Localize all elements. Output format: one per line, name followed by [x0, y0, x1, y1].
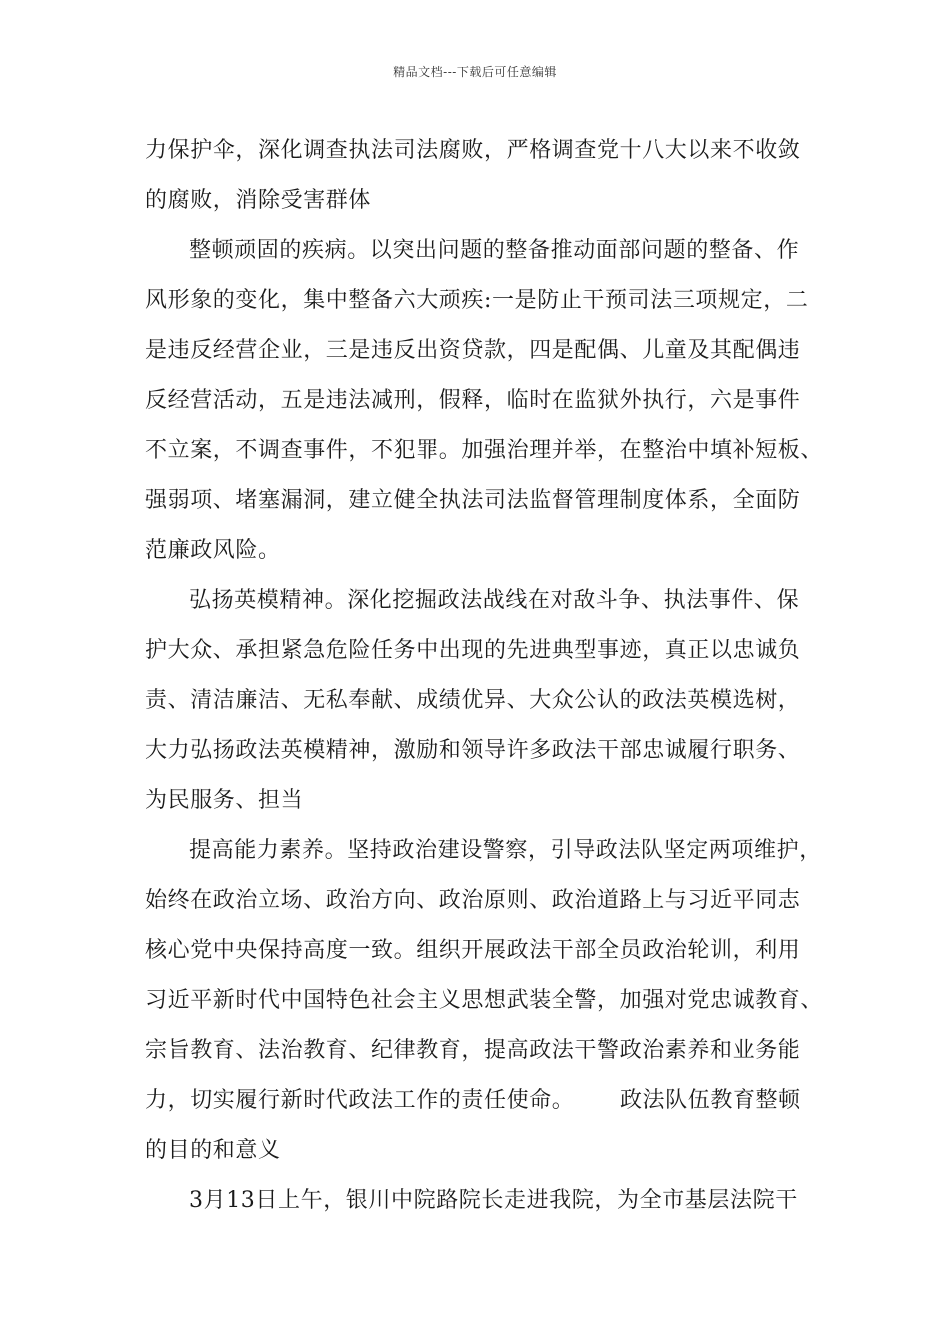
paragraph-line: 风形象的变化，集中整备六大顽疾:一是防止干预司法三项规定，二: [145, 288, 809, 313]
paragraph-line: 力，切实履行新时代政法工作的责任使命。 政法队伍教育整顿: [145, 1088, 801, 1113]
paragraph-line: 始终在政治立场、政治方向、政治原则、政治道路上与习近平同志: [145, 888, 801, 913]
paragraph-line: 宗旨教育、法治教育、纪律教育，提高政法干警政治素养和业务能: [145, 1038, 801, 1063]
paragraph-line: 整顿顽固的疾病。以突出问题的整备推动面部问题的整备、作: [189, 238, 800, 263]
paragraph-line: 是违反经营企业，三是违反出资贷款，四是配偶、儿童及其配偶违: [145, 338, 801, 363]
paragraph-line: 习近平新时代中国特色社会主义思想武装全警，加强对党忠诚教育、: [145, 988, 824, 1013]
paragraph-line: 反经营活动，五是违法减刑，假释，临时在监狱外执行，六是事件: [145, 388, 801, 413]
paragraph-line: 责、清洁廉洁、无私奉献、成绩优异、大众公认的政法英模选树，: [145, 688, 801, 713]
paragraph-line: 范廉政风险。: [145, 538, 281, 563]
paragraph-line: 护大众、承担紧急危险任务中出现的先进典型事迹，真正以忠诚负: [145, 638, 801, 663]
paragraph-line: 3月13日上午，银川中院路院长走进我院，为全市基层法院干: [189, 1188, 798, 1213]
paragraph-line: 为民服务、担当: [145, 788, 304, 813]
paragraph-line: 的腐败，消除受害群体: [145, 188, 372, 213]
paragraph-line: 的目的和意义: [145, 1138, 281, 1163]
paragraph-line: 强弱项、堵塞漏洞，建立健全执法司法监督管理制度体系，全面防: [145, 488, 801, 513]
paragraph-line: 弘扬英模精神。深化挖掘政法战线在对敌斗争、执法事件、保: [189, 588, 800, 613]
paragraph-line: 核心党中央保持高度一致。组织开展政法干部全员政治轮训，利用: [145, 938, 801, 963]
paragraph-line: 力保护伞，深化调查执法司法腐败，严格调查党十八大以来不收敛: [145, 138, 801, 163]
paragraph-line: 大力弘扬政法英模精神，激励和领导许多政法干部忠诚履行职务、: [145, 738, 801, 763]
page-header: 精品文档---下载后可任意编辑: [393, 65, 557, 79]
paragraph-line: 不立案，不调查事件，不犯罪。加强治理并举，在整治中填补短板、: [145, 438, 824, 463]
document-body: [145, 126, 825, 1226]
paragraph-line: 提高能力素养。坚持政治建设警察，引导政法队坚定两项维护，: [189, 838, 822, 863]
